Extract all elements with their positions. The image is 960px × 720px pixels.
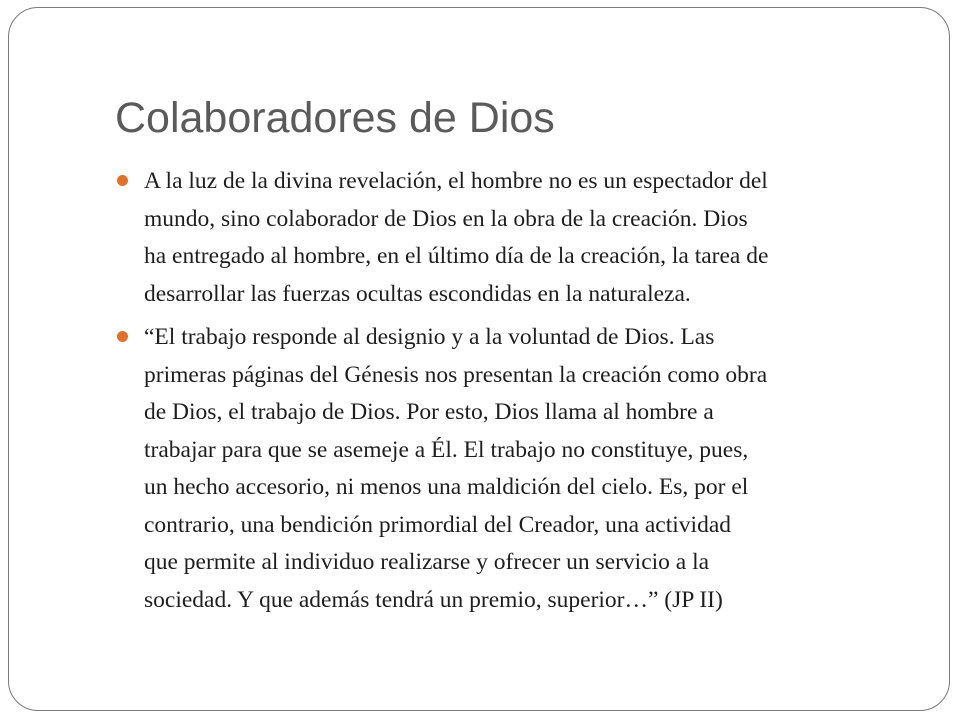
bullet-text-line: ha entregado al hombre, en el último día de la creación, la tarea de xyxy=(144,243,769,269)
bullet-text-line: primeras páginas del Génesis nos presentan la creación como obra xyxy=(144,361,768,388)
bullet-dot-icon xyxy=(117,175,128,186)
slide-title: Colaboradores de Dios xyxy=(115,94,555,142)
bullet-item xyxy=(117,319,917,619)
bullet-text-line: de Dios, el trabajo de Dios. Por esto, Dios llama al hombre a xyxy=(144,399,714,425)
bullet-text-line: desarrollar las fuerzas ocultas escondidas en la naturaleza. xyxy=(144,280,691,307)
bullet-item xyxy=(117,163,917,313)
bullet-text-line: un hecho accesorio, ni menos una maldición del cielo. Es, por el xyxy=(144,474,749,500)
slide-frame xyxy=(8,7,950,711)
bullet-text-line: A la luz de la divina revelación, el hombre no es un espectador del xyxy=(144,168,768,194)
bullet-text-line: “El trabajo responde al designio y a la voluntad de Dios. Las xyxy=(144,324,715,350)
bullet-list xyxy=(117,163,917,625)
bullet-text-line: contrario, una bendición primordial del Creador, una actividad xyxy=(144,511,732,538)
bullet-dot-icon xyxy=(117,331,128,342)
bullet-text-line: trabajar para que se asemeje a Él. El trabajo no constituye, pues, xyxy=(144,436,749,463)
bullet-text-line: sociedad. Y que además tendrá un premio, superior…” (JP II) xyxy=(144,586,723,613)
bullet-text-line: mundo, sino colaborador de Dios en la obra de la creación. Dios xyxy=(144,205,748,232)
bullet-text-line: que permite al individuo realizarse y ofrecer un servicio a la xyxy=(144,549,710,575)
